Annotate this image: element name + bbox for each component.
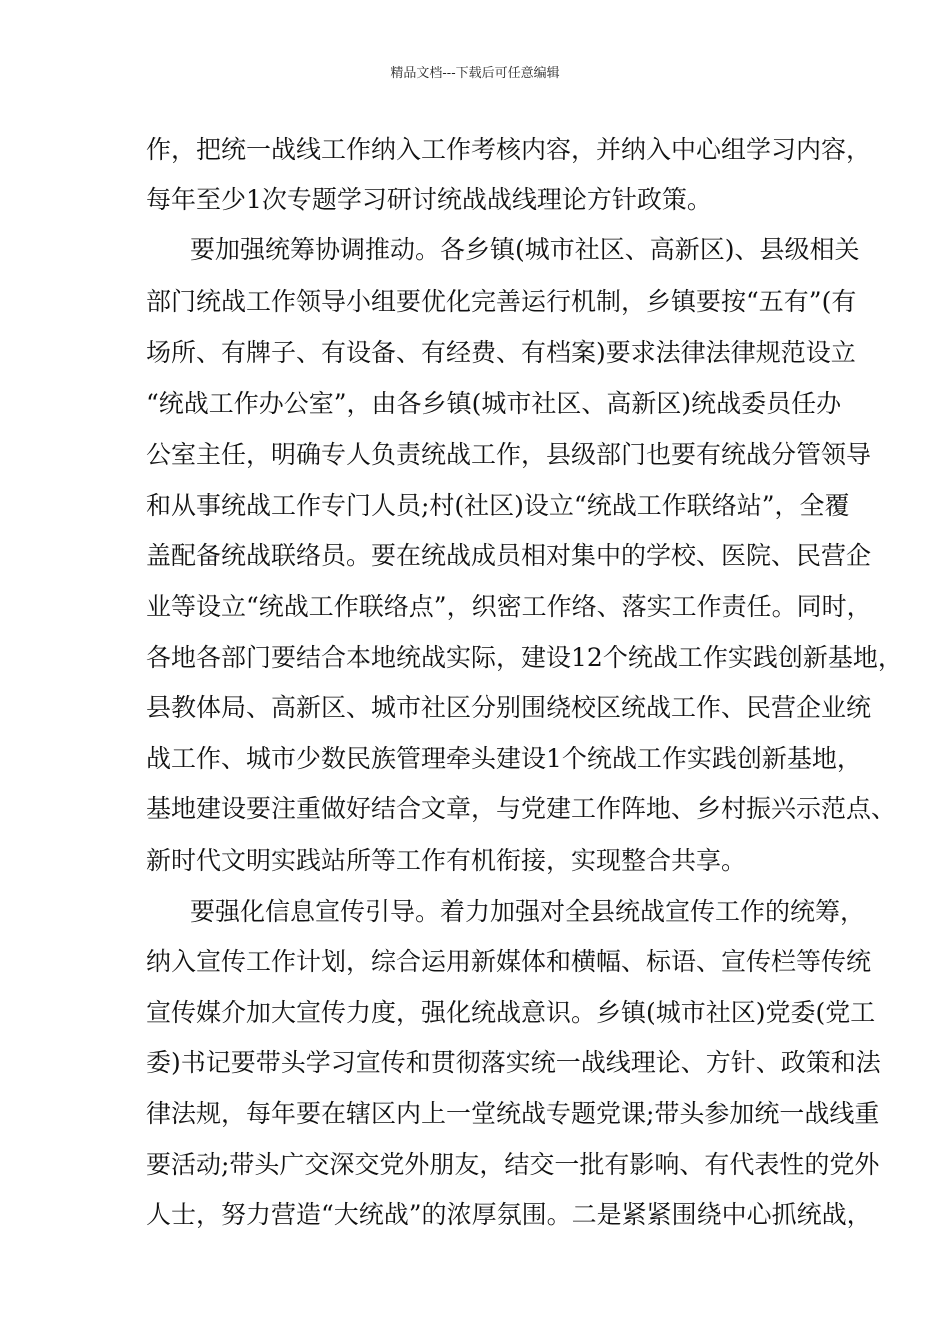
text-line: 宣传媒介加大宣传力度，强化统战意识。乡镇(城市社区)党委(党工: [146, 998, 876, 1027]
text-line: 盖配备统战联络员。要在统战成员相对集中的学校、医院、民营企: [146, 541, 872, 570]
text-line: 各地各部门要结合本地统战实际，建设12个统战工作实践创新基地，: [146, 643, 903, 672]
text-line: 纳入宣传工作计划，综合运用新媒体和横幅、标语、宣传栏等传统: [146, 947, 872, 976]
text-line: 作，把统一战线工作纳入工作考核内容，并纳入中心组学习内容，: [146, 135, 872, 164]
text-line: “统战工作办公室”，由各乡镇(城市社区、高新区)统战委员任办: [146, 389, 842, 418]
text-line: 基地建设要注重做好结合文章，与党建工作阵地、乡村振兴示范点、: [146, 794, 897, 823]
paragraph-first-line: 要强化信息宣传引导。着力加强对全县统战宣传工作的统筹，: [190, 897, 866, 926]
text-line: 每年至少1次专题学习研讨统战战线理论方针政策。: [146, 185, 712, 214]
text-line: 县教体局、高新区、城市社区分别围绕校区统战工作、民营企业统: [146, 693, 872, 722]
text-line: 委)书记要带头学习宣传和贯彻落实统一战线理论、方针、政策和法: [146, 1048, 881, 1077]
text-line: 和从事统战工作专门人员;村(社区)设立“统战工作联络站”，全覆: [146, 491, 850, 520]
paragraph-first-line: 要加强统筹协调推动。各乡镇(城市社区、高新区)、县级相关: [190, 235, 860, 264]
text-line: 新时代文明实践站所等工作有机衔接，实现整合共享。: [146, 846, 747, 875]
text-line: 业等设立“统战工作联络点”，织密工作络、落实工作责任。同时，: [146, 592, 872, 621]
text-line: 战工作、城市少数民族管理牵头建设1个统战工作实践创新基地，: [146, 744, 862, 773]
text-line: 要活动;带头广交深交党外朋友，结交一批有影响、有代表性的党外: [146, 1150, 880, 1179]
page-header: 精品文档---下载后可任意编辑: [390, 66, 560, 81]
text-line: 部门统战工作领导小组要优化完善运行机制，乡镇要按“五有”(有: [146, 287, 857, 316]
text-line: 律法规，每年要在辖区内上一堂统战专题党课;带头参加统一战线重: [146, 1099, 880, 1128]
text-line: 场所、有牌子、有设备、有经费、有档案)要求法律法律规范设立: [146, 338, 856, 367]
text-line: 人士，努力营造“大统战”的浓厚氛围。二是紧紧围绕中心抓统战，: [146, 1200, 872, 1229]
text-line: 公室主任，明确专人负责统战工作，县级部门也要有统战分管领导: [146, 440, 872, 469]
